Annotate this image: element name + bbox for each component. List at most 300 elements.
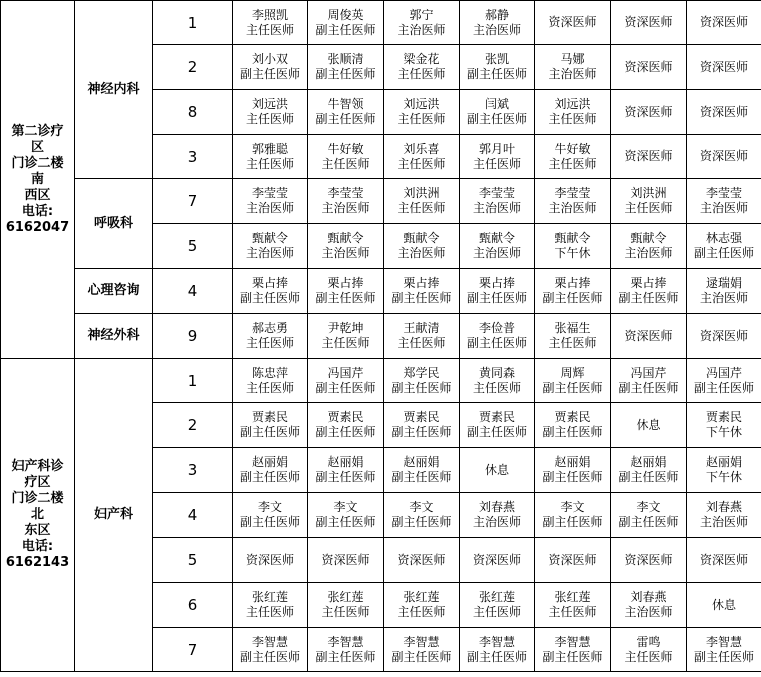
doctor-cell (687, 224, 761, 269)
doctor-name: 李照凯 (251, 7, 288, 22)
doctor-title: 副主任医师 (391, 515, 452, 529)
doctor-name: 李文 (333, 500, 358, 514)
doctor-name: 郑学民 (403, 365, 440, 380)
doctor-cell (460, 538, 535, 583)
doctor-name: 雷鸣 (636, 634, 661, 649)
doctor-name: 冯国芹 (327, 365, 364, 380)
doctor-title: 副主任医师 (239, 67, 300, 81)
department-cell: 心理咨询 (75, 269, 153, 314)
doctor-name: 资深医师 (397, 552, 446, 567)
doctor-name: 周俊英 (327, 7, 364, 22)
doctor-cell (460, 403, 535, 448)
doctor-name: 贾素民 (251, 410, 288, 424)
clinic-area-cell: 妇产科诊 疗区 门诊二楼 北 东区 电话: 6162143 (1, 359, 75, 672)
doctor-cell (460, 45, 535, 90)
doctor-name: 资深医师 (624, 328, 673, 343)
doctor-cell (308, 314, 384, 359)
doctor-cell (611, 45, 687, 90)
doctor-title: 副主任医师 (315, 649, 376, 664)
doctor-title: 主任医师 (245, 112, 294, 126)
doctor-title: 下午休 (705, 470, 742, 484)
doctor-cell (384, 135, 460, 179)
doctor-cell (384, 403, 460, 448)
doctor-cell (308, 224, 384, 269)
doctor-name: 刘洪洲 (403, 186, 440, 200)
doctor-cell (460, 583, 535, 628)
room-number-cell: 9 (153, 314, 233, 359)
doctor-name: 刘小双 (251, 52, 288, 66)
doctor-title: 主治医师 (548, 201, 597, 215)
doctor-name: 刘乐喜 (403, 141, 440, 156)
doctor-title: 主治医师 (245, 246, 294, 260)
doctor-title: 副主任医师 (391, 649, 452, 664)
doctor-name: 郭月叶 (478, 141, 515, 156)
doctor-title: 副主任医师 (618, 470, 679, 484)
doctor-cell (535, 269, 611, 314)
doctor-title: 副主任医师 (542, 515, 603, 529)
doctor-cell (233, 90, 308, 135)
doctor-cell (611, 224, 687, 269)
doctor-name: 张红莲 (251, 590, 288, 604)
room-number-cell: 8 (153, 90, 233, 135)
doctor-name: 栗占捧 (630, 276, 667, 290)
doctor-name: 刘洪洲 (630, 186, 667, 200)
doctor-cell (308, 359, 384, 403)
schedule-row (1, 314, 761, 359)
doctor-name: 刘远洪 (251, 97, 288, 111)
doctor-name: 赵丽娟 (630, 455, 667, 469)
doctor-name: 李智慧 (554, 634, 591, 649)
doctor-name: 刘春燕 (705, 500, 742, 514)
doctor-cell (535, 538, 611, 583)
doctor-title: 主治医师 (321, 246, 370, 260)
department-cell: 妇产科 (75, 359, 153, 672)
department-cell: 神经外科 (75, 314, 153, 359)
doctor-cell (535, 403, 611, 448)
doctor-name: 李智慧 (251, 634, 288, 649)
doctor-name: 牛智领 (327, 97, 364, 111)
doctor-title: 主任医师 (397, 112, 446, 126)
doctor-cell (687, 135, 761, 179)
doctor-name: 甄献令 (403, 231, 440, 245)
doctor-name: 闫斌 (484, 97, 509, 111)
doctor-name: 资深医师 (699, 15, 748, 29)
doctor-name: 刘远洪 (554, 97, 591, 111)
doctor-cell (384, 448, 460, 493)
doctor-cell (308, 1, 384, 45)
doctor-name: 休息 (711, 597, 736, 612)
doctor-name: 资深医师 (624, 149, 673, 163)
doctor-title: 副主任医师 (239, 291, 300, 305)
doctor-cell (384, 628, 460, 672)
doctor-name: 郭雅聪 (251, 141, 288, 156)
doctor-title: 副主任医师 (466, 425, 527, 439)
doctor-title: 副主任医师 (466, 112, 527, 126)
doctor-title: 主任医师 (245, 380, 294, 395)
doctor-title: 主任医师 (472, 605, 521, 619)
doctor-name: 资深医师 (699, 552, 748, 567)
doctor-name: 李文 (257, 500, 282, 514)
doctor-name: 李智慧 (327, 634, 364, 649)
doctor-name: 牛好敏 (554, 141, 591, 156)
doctor-name: 资深医师 (699, 104, 748, 119)
room-number-cell: 5 (153, 538, 233, 583)
doctor-cell (535, 90, 611, 135)
doctor-name: 资深医师 (624, 104, 673, 119)
doctor-name: 郭宁 (409, 7, 434, 22)
doctor-title: 副主任医师 (239, 515, 300, 529)
doctor-cell (611, 1, 687, 45)
doctor-name: 张福生 (554, 321, 591, 335)
doctor-cell (233, 448, 308, 493)
room-number-cell: 7 (153, 179, 233, 224)
doctor-cell (384, 224, 460, 269)
doctor-title: 主任医师 (321, 156, 370, 171)
doctor-cell (687, 493, 761, 538)
room-number-cell: 7 (153, 628, 233, 672)
doctor-cell (611, 538, 687, 583)
doctor-cell (308, 269, 384, 314)
room-number-cell: 1 (153, 359, 233, 403)
doctor-name: 林志强 (705, 231, 742, 245)
doctor-name: 郝静 (484, 7, 509, 22)
doctor-name: 张红莲 (554, 590, 591, 604)
doctor-title: 副主任医师 (391, 425, 452, 439)
doctor-cell (384, 538, 460, 583)
doctor-title: 副主任医师 (315, 515, 376, 529)
doctor-title: 主任医师 (245, 336, 294, 350)
doctor-cell (687, 45, 761, 90)
doctor-name: 张红莲 (478, 590, 515, 604)
doctor-name: 张红莲 (327, 590, 364, 604)
doctor-title: 主任医师 (548, 156, 597, 171)
doctor-name: 资深医师 (321, 552, 370, 567)
doctor-title: 副主任医师 (315, 22, 376, 37)
doctor-title: 副主任医师 (315, 112, 376, 126)
doctor-name: 栗占捧 (478, 276, 515, 290)
doctor-name: 赵丽娟 (403, 455, 440, 469)
doctor-cell (611, 269, 687, 314)
doctor-name: 贾素民 (554, 410, 591, 424)
doctor-name: 甄献令 (327, 231, 364, 245)
doctor-name: 贾素民 (705, 410, 742, 424)
doctor-name: 李文 (636, 500, 661, 514)
doctor-title: 副主任医师 (239, 425, 300, 439)
doctor-title: 副主任医师 (315, 380, 376, 395)
doctor-title: 主治医师 (472, 201, 521, 215)
doctor-name: 李俭普 (478, 321, 515, 335)
doctor-cell (384, 1, 460, 45)
doctor-title: 副主任医师 (466, 291, 527, 305)
doctor-name: 郝志勇 (251, 321, 288, 335)
doctor-name: 李莹莹 (251, 186, 288, 200)
doctor-cell (384, 583, 460, 628)
schedule-row (1, 269, 761, 314)
doctor-title: 副主任医师 (542, 425, 603, 439)
doctor-title: 副主任医师 (466, 336, 527, 350)
doctor-cell (535, 224, 611, 269)
doctor-name: 赵丽娟 (554, 455, 591, 469)
doctor-cell (233, 179, 308, 224)
doctor-cell (233, 269, 308, 314)
doctor-cell (384, 90, 460, 135)
doctor-title: 主治医师 (548, 67, 597, 81)
doctor-name: 资深医师 (699, 149, 748, 163)
doctor-cell (308, 538, 384, 583)
room-number-cell: 3 (153, 135, 233, 179)
doctor-name: 李文 (409, 500, 434, 514)
doctor-name: 资深医师 (245, 552, 294, 567)
doctor-title: 主任医师 (245, 22, 294, 37)
doctor-title: 主治医师 (472, 22, 521, 37)
doctor-cell (611, 583, 687, 628)
doctor-cell (384, 179, 460, 224)
doctor-title: 副主任医师 (315, 67, 376, 81)
doctor-cell (535, 179, 611, 224)
doctor-name: 资深医师 (548, 15, 597, 29)
doctor-title: 主治医师 (321, 201, 370, 215)
doctor-title: 主任医师 (397, 605, 446, 619)
doctor-name: 周辉 (560, 365, 585, 380)
doctor-title: 主任医师 (245, 605, 294, 619)
doctor-name: 冯国芹 (630, 365, 667, 380)
doctor-name: 资深医师 (624, 15, 673, 29)
doctor-cell (535, 45, 611, 90)
doctor-title: 下午休 (705, 425, 742, 439)
doctor-title: 主任医师 (548, 112, 597, 126)
doctor-name: 栗占捧 (327, 276, 364, 290)
doctor-cell (687, 90, 761, 135)
doctor-title: 主治医师 (245, 201, 294, 215)
doctor-title: 主任医师 (397, 67, 446, 81)
doctor-cell (233, 224, 308, 269)
doctor-title: 副主任医师 (391, 470, 452, 484)
doctor-name: 赵丽娟 (327, 455, 364, 469)
doctor-name: 栗占捧 (554, 276, 591, 290)
doctor-title: 副主任医师 (693, 649, 754, 664)
doctor-name: 李智慧 (478, 634, 515, 649)
doctor-name: 李莹莹 (705, 186, 742, 200)
doctor-title: 下午休 (554, 246, 591, 260)
doctor-name: 甄献令 (251, 231, 288, 245)
doctor-name: 休息 (636, 417, 661, 432)
doctor-title: 副主任医师 (618, 291, 679, 305)
room-number-cell: 4 (153, 269, 233, 314)
doctor-cell (611, 179, 687, 224)
doctor-cell (308, 90, 384, 135)
doctor-cell (687, 628, 761, 672)
doctor-name: 甄献令 (630, 231, 667, 245)
doctor-name: 逯瑞娟 (705, 276, 742, 290)
doctor-name: 王献清 (403, 321, 440, 335)
doctor-cell (687, 179, 761, 224)
doctor-title: 副主任医师 (239, 470, 300, 484)
doctor-name: 赵丽娟 (251, 455, 288, 469)
doctor-title: 主任医师 (548, 336, 597, 350)
doctor-cell (460, 179, 535, 224)
doctor-cell (611, 628, 687, 672)
doctor-cell (384, 269, 460, 314)
doctor-name: 贾素民 (478, 410, 515, 424)
doctor-cell (233, 135, 308, 179)
doctor-cell (611, 314, 687, 359)
room-number-cell: 6 (153, 583, 233, 628)
doctor-cell (308, 135, 384, 179)
doctor-cell (384, 359, 460, 403)
doctor-title: 主任医师 (472, 380, 521, 395)
doctor-name: 尹乾坤 (327, 321, 364, 335)
doctor-title: 副主任医师 (542, 649, 603, 664)
doctor-name: 栗占捧 (403, 276, 440, 290)
doctor-cell (535, 628, 611, 672)
doctor-cell (308, 45, 384, 90)
doctor-name: 资深医师 (472, 552, 521, 567)
doctor-cell (233, 403, 308, 448)
doctor-title: 主任医师 (472, 156, 521, 171)
doctor-cell (233, 359, 308, 403)
doctor-name: 张红莲 (403, 590, 440, 604)
schedule-row (1, 1, 761, 45)
doctor-title: 副主任医师 (542, 380, 603, 395)
doctor-name: 栗占捧 (251, 276, 288, 290)
doctor-title: 副主任医师 (315, 291, 376, 305)
room-number-cell: 5 (153, 224, 233, 269)
doctor-cell (535, 1, 611, 45)
doctor-title: 主治医师 (397, 246, 446, 260)
doctor-title: 副主任医师 (391, 291, 452, 305)
doctor-cell (308, 179, 384, 224)
doctor-cell (233, 628, 308, 672)
schedule-row (1, 179, 761, 224)
doctor-cell (687, 1, 761, 45)
doctor-title: 副主任医师 (466, 67, 527, 81)
department-cell: 呼吸科 (75, 179, 153, 269)
doctor-cell (535, 359, 611, 403)
doctor-cell (535, 448, 611, 493)
doctor-cell (687, 448, 761, 493)
doctor-cell (611, 90, 687, 135)
doctor-cell (611, 448, 687, 493)
room-number-cell: 4 (153, 493, 233, 538)
doctor-name: 李智慧 (705, 634, 742, 649)
doctor-cell (308, 583, 384, 628)
doctor-cell (308, 628, 384, 672)
doctor-title: 主治医师 (472, 515, 521, 529)
doctor-name: 甄献令 (478, 231, 515, 245)
doctor-title: 主任医师 (624, 201, 673, 215)
doctor-title: 副主任医师 (693, 380, 754, 395)
doctor-cell (687, 314, 761, 359)
doctor-cell (233, 1, 308, 45)
doctor-title: 副主任医师 (391, 380, 452, 395)
doctor-title: 主治医师 (699, 201, 748, 215)
doctor-name: 张凯 (484, 52, 509, 66)
doctor-title: 主治医师 (699, 515, 748, 529)
doctor-cell (460, 224, 535, 269)
doctor-title: 主治医师 (397, 22, 446, 37)
doctor-name: 资深医师 (548, 552, 597, 567)
doctor-cell (535, 135, 611, 179)
doctor-name: 贾素民 (403, 410, 440, 424)
doctor-name: 李智慧 (403, 634, 440, 649)
room-number-cell: 2 (153, 403, 233, 448)
doctor-name: 张顺清 (327, 52, 364, 66)
doctor-name: 刘春燕 (630, 590, 667, 604)
doctor-name: 甄献令 (554, 231, 591, 245)
doctor-cell (535, 493, 611, 538)
doctor-name: 梁金花 (403, 52, 440, 66)
doctor-cell (308, 493, 384, 538)
department-cell: 神经内科 (75, 1, 153, 179)
doctor-title: 主任医师 (321, 336, 370, 350)
doctor-cell (233, 583, 308, 628)
doctor-cell (233, 45, 308, 90)
doctor-name: 黄同森 (478, 365, 515, 380)
doctor-cell (460, 359, 535, 403)
doctor-name: 李文 (560, 500, 585, 514)
schedule-row (1, 359, 761, 403)
doctor-cell (460, 628, 535, 672)
doctor-name: 资深医师 (699, 59, 748, 74)
doctor-title: 主任医师 (397, 201, 446, 215)
doctor-cell (611, 359, 687, 403)
doctor-name: 资深医师 (624, 552, 673, 567)
doctor-name: 陈忠萍 (251, 365, 288, 380)
doctor-cell (384, 45, 460, 90)
doctor-cell (384, 493, 460, 538)
doctor-title: 副主任医师 (315, 470, 376, 484)
doctor-cell (233, 538, 308, 583)
doctor-cell (687, 359, 761, 403)
doctor-cell (611, 403, 687, 448)
doctor-name: 资深医师 (699, 328, 748, 343)
room-number-cell: 2 (153, 45, 233, 90)
doctor-title: 主任医师 (397, 156, 446, 171)
doctor-title: 副主任医师 (466, 649, 527, 664)
schedule-body (1, 1, 761, 672)
clinic-area-cell: 第二诊疗 区 门诊二楼 南 西区 电话: 6162047 (1, 1, 75, 359)
doctor-cell (535, 314, 611, 359)
doctor-title: 副主任医师 (618, 515, 679, 529)
doctor-title: 主任医师 (624, 649, 673, 664)
doctor-name: 李莹莹 (554, 186, 591, 200)
room-number-cell: 3 (153, 448, 233, 493)
doctor-cell (460, 269, 535, 314)
doctor-title: 主治医师 (624, 246, 673, 260)
doctor-cell (384, 314, 460, 359)
doctor-title: 副主任医师 (239, 649, 300, 664)
doctor-title: 副主任医师 (542, 470, 603, 484)
doctor-name: 休息 (484, 462, 509, 477)
doctor-cell (687, 583, 761, 628)
doctor-cell (687, 403, 761, 448)
doctor-cell (460, 493, 535, 538)
doctor-name: 李莹莹 (478, 186, 515, 200)
doctor-title: 副主任医师 (618, 380, 679, 395)
doctor-name: 贾素民 (327, 410, 364, 424)
doctor-title: 主任医师 (397, 336, 446, 350)
doctor-title: 副主任医师 (542, 291, 603, 305)
doctor-cell (535, 583, 611, 628)
doctor-name: 刘远洪 (403, 97, 440, 111)
doctor-cell (611, 493, 687, 538)
doctor-cell (611, 135, 687, 179)
doctor-title: 主治医师 (699, 291, 748, 305)
doctor-cell (460, 448, 535, 493)
doctor-cell (233, 314, 308, 359)
doctor-title: 主任医师 (548, 605, 597, 619)
doctor-title: 副主任医师 (315, 425, 376, 439)
